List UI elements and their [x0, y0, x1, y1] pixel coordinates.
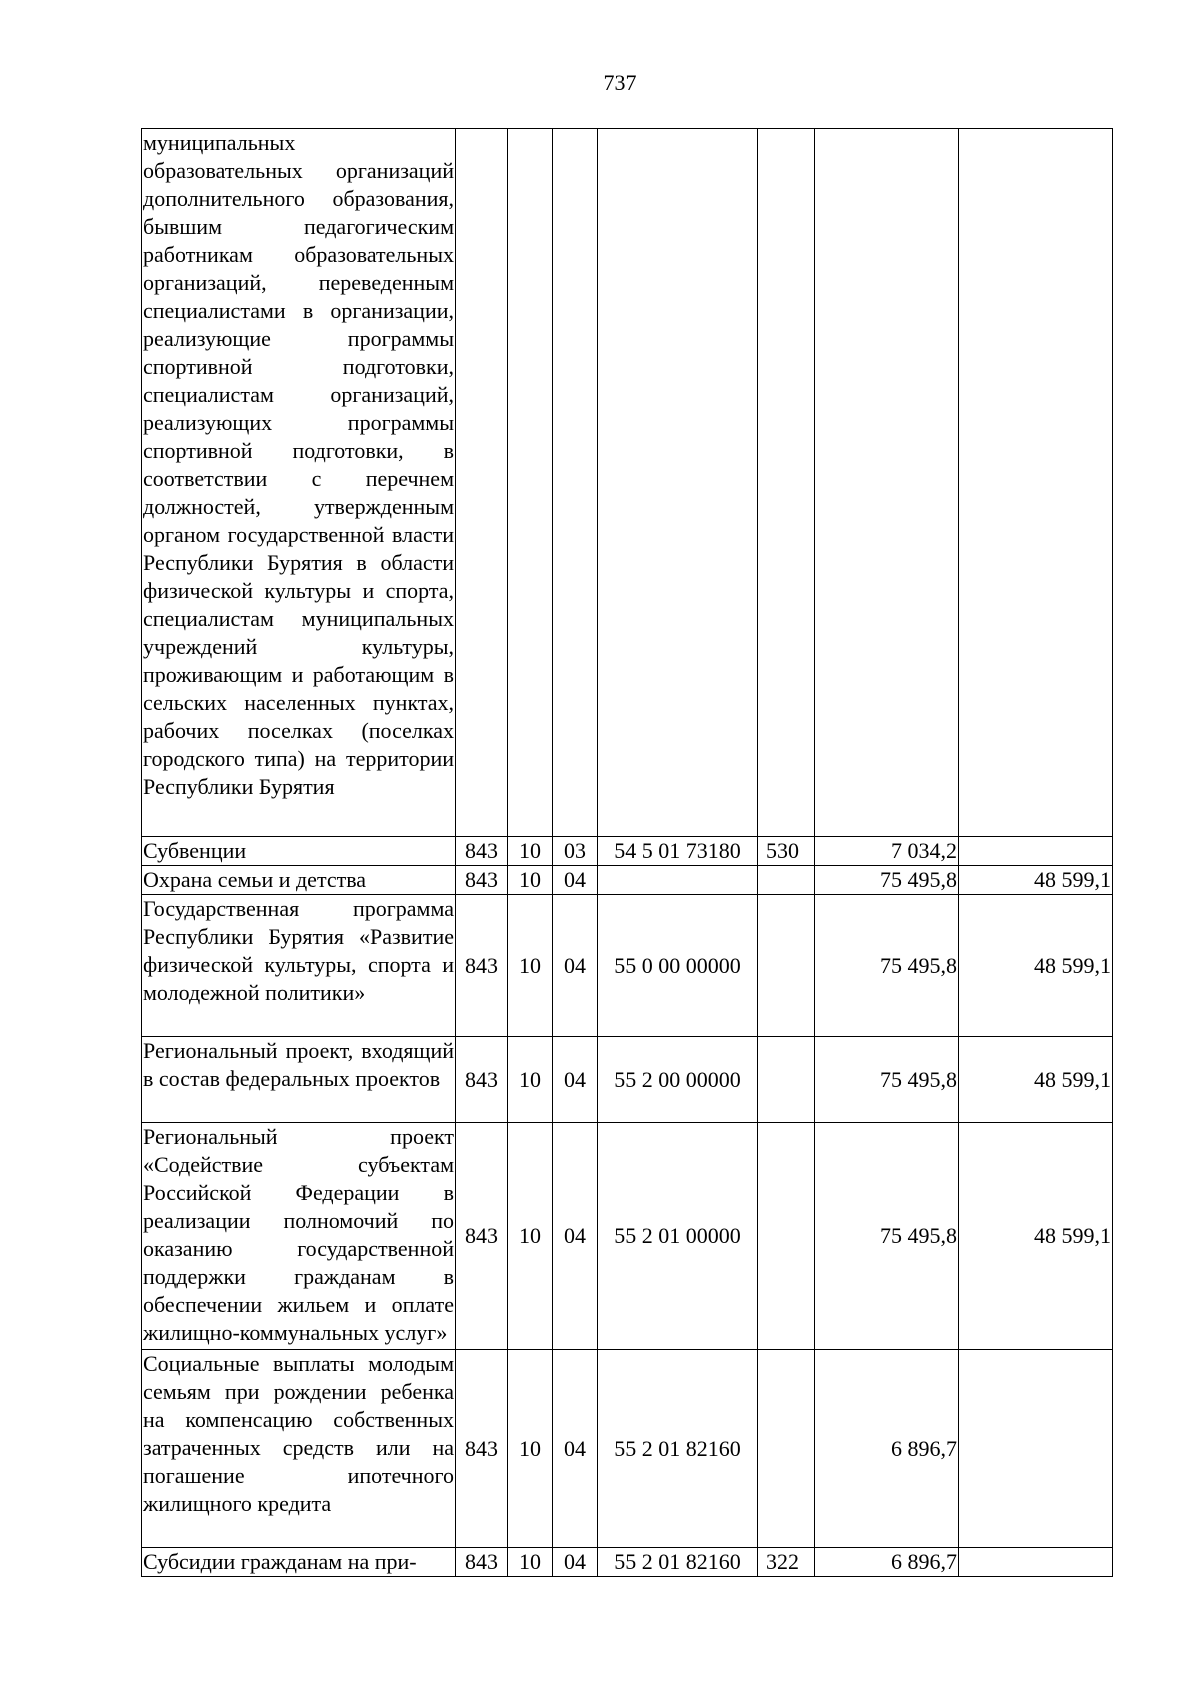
row-section: 10 [508, 1548, 553, 1577]
row-name: Охрана семьи и детства [142, 866, 456, 895]
row-sum2: 48 599,1 [959, 866, 1113, 895]
row-name: Региональный проект, входящий в состав федеральных проектов [142, 1037, 456, 1123]
row-ministry: 843 [456, 837, 508, 866]
table-row [142, 129, 1113, 837]
row-ministry: 843 [456, 1037, 508, 1123]
row-target: 55 2 01 00000 [598, 1123, 758, 1350]
row-section: 10 [508, 837, 553, 866]
row-expense [758, 1037, 815, 1123]
table-row [142, 1037, 1113, 1123]
row-sum1: 75 495,8 [815, 895, 959, 1037]
row-expense [758, 129, 815, 837]
row-target [598, 129, 758, 837]
row-target: 55 2 01 82160 [598, 1548, 758, 1577]
row-sum2 [959, 1548, 1113, 1577]
row-ministry: 843 [456, 866, 508, 895]
row-subsection: 04 [553, 1350, 598, 1548]
row-subsection: 03 [553, 837, 598, 866]
row-subsection: 04 [553, 1037, 598, 1123]
row-expense [758, 866, 815, 895]
row-ministry: 843 [456, 895, 508, 1037]
row-subsection: 04 [553, 1548, 598, 1577]
row-name: Региональный проект «Содействие субъектам Российской Федерации в реализации полномочий по оказанию государственной поддержки гражданам в обеспечении жильем и оплате жилищно-коммунальных услуг» [142, 1123, 456, 1350]
row-sum1: 6 896,7 [815, 1350, 959, 1548]
row-expense: 530 [758, 837, 815, 866]
page-number: 737 [603, 70, 637, 95]
row-name: Субвенции [142, 837, 456, 866]
table-row [142, 1350, 1113, 1548]
table-row [142, 837, 1113, 866]
row-ministry: 843 [456, 1123, 508, 1350]
budget-table [141, 128, 1113, 1577]
row-ministry: 843 [456, 1548, 508, 1577]
row-sum2: 48 599,1 [959, 1123, 1113, 1350]
row-subsection: 04 [553, 866, 598, 895]
row-target [598, 866, 758, 895]
row-ministry: 843 [456, 1350, 508, 1548]
row-sum2 [959, 837, 1113, 866]
table-row [142, 866, 1113, 895]
row-sum1: 7 034,2 [815, 837, 959, 866]
row-target: 55 2 00 00000 [598, 1037, 758, 1123]
row-sum1 [815, 129, 959, 837]
row-sum2 [959, 129, 1113, 837]
row-expense: 322 [758, 1548, 815, 1577]
table-row [142, 895, 1113, 1037]
row-sum1: 75 495,8 [815, 1037, 959, 1123]
row-subsection: 04 [553, 895, 598, 1037]
table-row [142, 1548, 1113, 1577]
row-name: муниципальных образовательных организаций дополнительного образования, бывшим педагогическим работникам образовательных организаций, переведенным специалистами в организации, реализующие программы спортивной подготовки, специалистам организаций, реализующих программы спортивной подготовки, в соответствии с перечнем должностей, утвержденным органом государственной власти Республики Бурятия в области физической культуры и спорта, специалистам муниципальных учреждений культуры, проживающим и работающим в сельских населенных пунктах, рабочих поселках (поселках городского типа) на территории Республики Бурятия [142, 129, 456, 837]
row-name: Государственная программа Республики Бурятия «Развитие физической культуры, спорта и молодежной политики» [142, 895, 456, 1037]
row-target: 54 5 01 73180 [598, 837, 758, 866]
row-name: Субсидии гражданам на при- [142, 1548, 456, 1577]
row-subsection [553, 129, 598, 837]
row-sum1: 75 495,8 [815, 1123, 959, 1350]
row-section: 10 [508, 1123, 553, 1350]
row-section: 10 [508, 1350, 553, 1548]
row-expense [758, 895, 815, 1037]
row-expense [758, 1350, 815, 1548]
row-name: Социальные выплаты молодым семьям при рождении ребенка на компенсацию собственных затраченных средств или на погашение ипотечного жилищного кредита [142, 1350, 456, 1548]
row-target: 55 2 01 82160 [598, 1350, 758, 1548]
row-section: 10 [508, 1037, 553, 1123]
row-section: 10 [508, 866, 553, 895]
table-row [142, 1123, 1113, 1350]
row-expense [758, 1123, 815, 1350]
row-sum2: 48 599,1 [959, 895, 1113, 1037]
row-sum1: 75 495,8 [815, 866, 959, 895]
row-target: 55 0 00 00000 [598, 895, 758, 1037]
row-ministry [456, 129, 508, 837]
row-section [508, 129, 553, 837]
row-section: 10 [508, 895, 553, 1037]
row-sum2: 48 599,1 [959, 1037, 1113, 1123]
row-sum1: 6 896,7 [815, 1548, 959, 1577]
row-subsection: 04 [553, 1123, 598, 1350]
row-sum2 [959, 1350, 1113, 1548]
